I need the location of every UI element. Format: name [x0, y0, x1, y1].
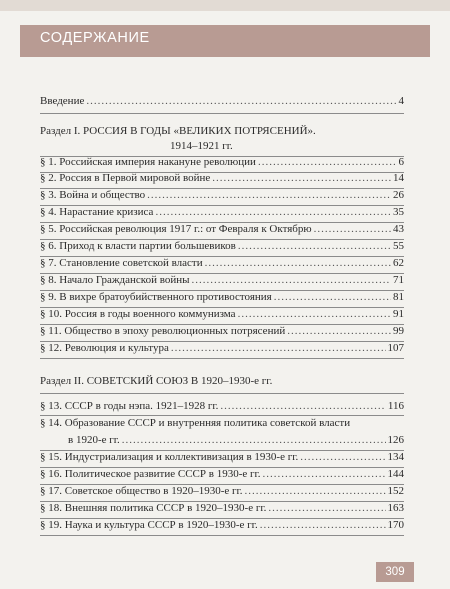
toc-entry-intro[interactable] — [40, 93, 404, 109]
leader-dots — [263, 466, 386, 482]
toc-entry-title: § 2. Россия в Первой мировой войне — [40, 172, 211, 184]
toc-entry[interactable] — [40, 221, 404, 237]
toc-entry[interactable] — [40, 323, 404, 339]
toc-entry-page: 163 — [387, 502, 404, 514]
leader-dots — [245, 483, 386, 499]
leader-dots — [122, 432, 386, 448]
toc-entry[interactable] — [68, 432, 404, 448]
toc-entry-page: 14 — [393, 172, 404, 184]
toc-entry-title: § 9. В вихре братоубийственного противостояния — [40, 291, 272, 303]
leader-dots — [155, 204, 391, 220]
toc-entry[interactable] — [40, 187, 404, 203]
toc-entry-title: § 15. Индустриализация и коллективизация в 1930-е гг. — [40, 451, 299, 463]
toc-entry-page: 4 — [398, 95, 404, 107]
toc-entry[interactable] — [40, 204, 404, 220]
leader-dots — [260, 517, 386, 533]
toc-entry[interactable] — [40, 449, 404, 465]
toc-entry-title: § 3. Война и общество — [40, 189, 146, 201]
toc-entry[interactable] — [40, 306, 404, 322]
toc-entry[interactable] — [40, 483, 404, 499]
leader-dots — [274, 289, 391, 305]
toc-entry-title: § 19. Наука и культура СССР в 1920–1930-е гг. — [40, 519, 258, 531]
toc-entry[interactable] — [40, 340, 404, 356]
leader-dots — [287, 323, 391, 339]
leader-dots — [300, 449, 385, 465]
leader-dots — [192, 272, 392, 288]
leader-dots — [238, 306, 391, 322]
toc-entry-title: § 11. Общество в эпоху революционных потрясений — [40, 325, 286, 337]
toc-entry-title: § 4. Нарастание кризиса — [40, 206, 154, 218]
page-title: СОДЕРЖАНИЕ — [40, 30, 150, 46]
toc-entry-title: § 18. Внешняя политика СССР в 1920–1930-е гг. — [40, 502, 267, 514]
toc-entry-title: § 1. Российская империя накануне революции — [40, 156, 256, 168]
toc-entry-page: 99 — [393, 325, 404, 337]
toc-entry[interactable] — [40, 255, 404, 271]
toc-entry-title: § 17. Советское общество в 1920–1930-е гг. — [40, 485, 243, 497]
toc-entry[interactable] — [40, 238, 404, 254]
section-1-heading: Раздел I. РОССИЯ В ГОДЫ «ВЕЛИКИХ ПОТРЯСЕНИЙ». — [40, 125, 316, 137]
toc-entry[interactable] — [40, 154, 404, 170]
toc-entry-title: § 5. Российская революция 1917 г.: от Февраля к Октябрю — [40, 223, 312, 235]
toc-entry-page: 152 — [387, 485, 404, 497]
leader-dots — [314, 221, 391, 237]
toc-entry-page: 116 — [387, 400, 404, 412]
toc-entry[interactable] — [40, 289, 404, 305]
toc-entry-page: 43 — [393, 223, 404, 235]
toc-entry-title: § 8. Начало Гражданской войны — [40, 274, 190, 286]
leader-dots — [268, 500, 385, 516]
toc-entry-page: 134 — [387, 451, 404, 463]
contents-title-bar — [20, 25, 430, 57]
toc-entry-page: 35 — [393, 206, 404, 218]
toc-entry[interactable] — [40, 466, 404, 482]
toc-entry-title: в 1920-е гг. — [68, 434, 120, 446]
toc-entry-title: § 13. СССР в годы нэпа. 1921–1928 гг. — [40, 400, 219, 412]
leader-dots — [86, 93, 396, 109]
leader-dots — [220, 398, 386, 414]
toc-entry-title: Введение — [40, 95, 85, 107]
toc-entry-page: 81 — [393, 291, 404, 303]
toc-entry[interactable] — [40, 500, 404, 516]
toc-entry-title: § 12. Революция и культура — [40, 342, 169, 354]
toc-entry[interactable] — [40, 517, 404, 533]
toc-entry[interactable] — [40, 170, 404, 186]
toc-entry-page: 26 — [393, 189, 404, 201]
toc-entry-page: 6 — [398, 156, 404, 168]
leader-dots — [212, 170, 391, 186]
toc-entry-title: § 7. Становление советской власти — [40, 257, 203, 269]
toc-entry[interactable] — [40, 272, 404, 288]
toc-entry-title-line1: § 14. Образование СССР и внутренняя политика советской власти — [40, 417, 351, 429]
divider — [40, 113, 404, 114]
toc-entry-page: 55 — [393, 240, 404, 252]
toc-entry-title: § 16. Политическое развитие СССР в 1930-е гг. — [40, 468, 261, 480]
section-1-years: 1914–1921 гг. — [170, 140, 233, 152]
page-number: 309 — [376, 562, 414, 582]
toc-entry-page: 71 — [393, 274, 404, 286]
section-2-heading: Раздел II. СОВЕТСКИЙ СОЮЗ В 1920–1930-е гг. — [40, 375, 273, 387]
divider — [40, 393, 404, 394]
toc-entry-page: 62 — [393, 257, 404, 269]
toc-entry-page: 126 — [387, 434, 404, 446]
divider — [40, 358, 404, 359]
toc-entry-page: 144 — [387, 468, 404, 480]
toc-entry-page: 91 — [393, 308, 404, 320]
leader-dots — [238, 238, 391, 254]
leader-dots — [205, 255, 391, 271]
divider — [40, 535, 404, 536]
toc-entry-page: 170 — [387, 519, 404, 531]
toc-entry-title: § 10. Россия в годы военного коммунизма — [40, 308, 236, 320]
leader-dots — [258, 154, 397, 170]
toc-entry-page: 107 — [387, 342, 404, 354]
top-band — [0, 0, 450, 11]
toc-entry[interactable] — [40, 398, 404, 414]
leader-dots — [147, 187, 391, 203]
toc-entry-title: § 6. Приход к власти партии большевиков — [40, 240, 236, 252]
leader-dots — [171, 340, 386, 356]
